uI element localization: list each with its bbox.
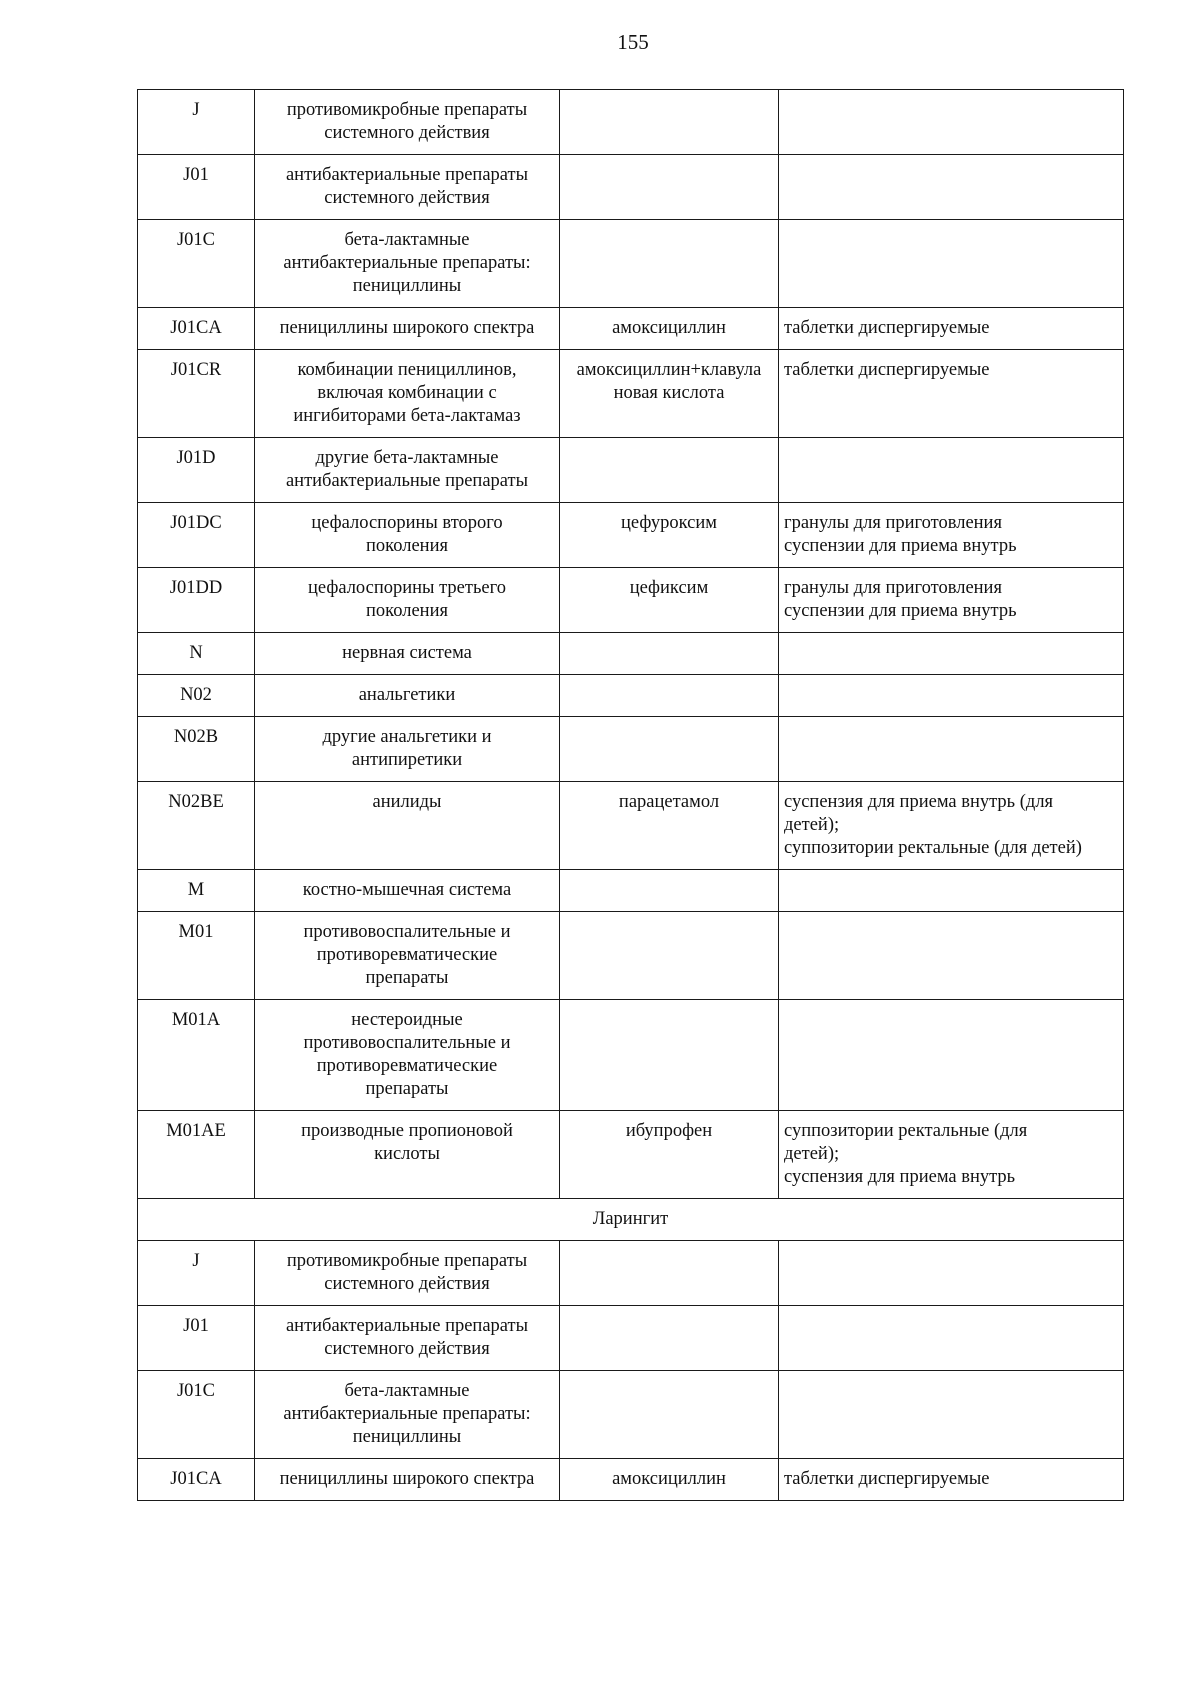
table-row xyxy=(138,1306,1124,1371)
pharmacological-group-cell xyxy=(255,350,560,438)
dosage-form-cell xyxy=(779,1111,1124,1199)
table-row xyxy=(138,503,1124,568)
drug-name-cell xyxy=(560,350,779,438)
drug-name-cell xyxy=(560,1306,779,1371)
table-row xyxy=(138,1241,1124,1306)
dosage-form-cell xyxy=(779,782,1124,870)
dosage-form-cell xyxy=(779,155,1124,220)
dosage-form-line: таблетки диспергируемые xyxy=(784,318,990,338)
pharmacological-group-line: антибактериальные препараты xyxy=(285,471,529,491)
atc-code-cell: J01CA xyxy=(138,1459,255,1501)
pharmacological-group-cell xyxy=(255,870,560,912)
table-row xyxy=(138,717,1124,782)
pharmacological-group-line: антибактериальные препараты xyxy=(285,1316,529,1336)
pharmacological-group-cell xyxy=(255,90,560,155)
pharmacological-group-line: анилиды xyxy=(372,792,442,812)
atc-code-cell: M01AE xyxy=(138,1111,255,1199)
pharmacological-group-line: системного действия xyxy=(324,123,490,143)
atc-code-cell: J01CA xyxy=(138,308,255,350)
pharmacological-group-line: бета-лактамные xyxy=(344,1381,470,1401)
dosage-form-line: суспензия для приема внутрь xyxy=(784,1167,1016,1187)
drug-table xyxy=(137,89,1124,1501)
atc-code-cell: J01 xyxy=(138,155,255,220)
table-row xyxy=(138,220,1124,308)
pharmacological-group-line: препараты xyxy=(365,1079,449,1099)
pharmacological-group-cell xyxy=(255,912,560,1000)
dosage-form-cell xyxy=(779,438,1124,503)
pharmacological-group-line: нервная система xyxy=(342,643,472,663)
dosage-form-cell xyxy=(779,1000,1124,1111)
pharmacological-group-line: антибактериальные препараты: xyxy=(283,1404,531,1424)
drug-name-cell xyxy=(560,90,779,155)
page-number: 155 xyxy=(617,30,649,54)
pharmacological-group-line: противовоспалительные и xyxy=(303,1033,511,1053)
dosage-form-line: таблетки диспергируемые xyxy=(784,360,990,380)
table-row xyxy=(138,633,1124,675)
dosage-form-cell xyxy=(779,1371,1124,1459)
table-row xyxy=(138,568,1124,633)
drug-name-cell xyxy=(560,503,779,568)
pharmacological-group-cell xyxy=(255,675,560,717)
drug-name-cell xyxy=(560,870,779,912)
pharmacological-group-line: цефалоспорины второго xyxy=(311,513,503,533)
pharmacological-group-cell xyxy=(255,782,560,870)
pharmacological-group-line: поколения xyxy=(366,536,448,556)
pharmacological-group-line: цефалоспорины третьего xyxy=(308,578,506,598)
dosage-form-line: детей); xyxy=(784,815,840,835)
drug-name-cell xyxy=(560,675,779,717)
table-row xyxy=(138,155,1124,220)
table-row xyxy=(138,90,1124,155)
dosage-form-cell xyxy=(779,308,1124,350)
table-row xyxy=(138,1111,1124,1199)
pharmacological-group-cell xyxy=(255,503,560,568)
dosage-form-cell xyxy=(779,568,1124,633)
pharmacological-group-line: противоревматические xyxy=(316,945,498,965)
pharmacological-group-line: пенициллины широкого спектра xyxy=(279,1469,535,1489)
dosage-form-cell xyxy=(779,870,1124,912)
table-row xyxy=(138,308,1124,350)
table-row xyxy=(138,1000,1124,1111)
pharmacological-group-line: системного действия xyxy=(324,188,490,208)
dosage-form-cell xyxy=(779,1241,1124,1306)
drug-name-line: амоксициллин+клавула xyxy=(576,360,762,380)
pharmacological-group-line: поколения xyxy=(366,601,448,621)
pharmacological-group-cell xyxy=(255,1111,560,1199)
dosage-form-cell xyxy=(779,350,1124,438)
drug-name-cell xyxy=(560,717,779,782)
table-row xyxy=(138,912,1124,1000)
pharmacological-group-line: пенициллины xyxy=(352,1427,462,1447)
dosage-form-cell xyxy=(779,1459,1124,1501)
atc-code-cell: J01C xyxy=(138,1371,255,1459)
pharmacological-group-cell xyxy=(255,1000,560,1111)
drug-name-cell xyxy=(560,568,779,633)
pharmacological-group-line: противомикробные препараты xyxy=(286,1251,528,1271)
atc-code-cell: J01CR xyxy=(138,350,255,438)
atc-code-cell: J xyxy=(138,90,255,155)
pharmacological-group-cell xyxy=(255,717,560,782)
pharmacological-group-line: противоревматические xyxy=(316,1056,498,1076)
drug-name-cell xyxy=(560,1371,779,1459)
pharmacological-group-cell xyxy=(255,633,560,675)
dosage-form-cell xyxy=(779,1306,1124,1371)
table-row xyxy=(138,438,1124,503)
pharmacological-group-line: кислоты xyxy=(374,1144,440,1164)
dosage-form-line: суппозитории ректальные (для xyxy=(784,1121,1028,1141)
pharmacological-group-line: препараты xyxy=(365,968,449,988)
dosage-form-line: гранулы для приготовления xyxy=(784,513,1002,533)
dosage-form-line: суспензии для приема внутрь xyxy=(784,601,1017,621)
pharmacological-group-line: бета-лактамные xyxy=(344,230,470,250)
table-row xyxy=(138,870,1124,912)
dosage-form-cell xyxy=(779,675,1124,717)
pharmacological-group-cell xyxy=(255,308,560,350)
dosage-form-cell xyxy=(779,90,1124,155)
dosage-form-cell xyxy=(779,220,1124,308)
table-row xyxy=(138,675,1124,717)
table-row xyxy=(138,1371,1124,1459)
pharmacological-group-cell xyxy=(255,1306,560,1371)
pharmacological-group-line: пенициллины xyxy=(352,276,462,296)
atc-code-cell: J01DD xyxy=(138,568,255,633)
atc-code-cell: J01 xyxy=(138,1306,255,1371)
drug-name-cell xyxy=(560,782,779,870)
pharmacological-group-line: противомикробные препараты xyxy=(286,100,528,120)
pharmacological-group-line: пенициллины широкого спектра xyxy=(279,318,535,338)
section-row xyxy=(138,1199,1124,1241)
dosage-form-line: гранулы для приготовления xyxy=(784,578,1002,598)
atc-code-cell: M01A xyxy=(138,1000,255,1111)
drug-name-line: ибупрофен xyxy=(625,1121,713,1141)
drug-name-cell xyxy=(560,633,779,675)
pharmacological-group-cell xyxy=(255,438,560,503)
drug-name-cell xyxy=(560,438,779,503)
drug-name-cell xyxy=(560,1111,779,1199)
pharmacological-group-cell xyxy=(255,220,560,308)
pharmacological-group-line: комбинации пенициллинов, xyxy=(297,360,517,380)
drug-name-line: цефиксим xyxy=(629,578,709,598)
dosage-form-line: суспензии для приема внутрь xyxy=(784,536,1017,556)
drug-name-cell xyxy=(560,155,779,220)
pharmacological-group-line: другие бета-лактамные xyxy=(315,448,499,468)
pharmacological-group-line: анальгетики xyxy=(358,685,456,705)
pharmacological-group-line: системного действия xyxy=(324,1274,490,1294)
atc-code-cell: J01C xyxy=(138,220,255,308)
pharmacological-group-line: антибактериальные препараты xyxy=(285,165,529,185)
atc-code-cell: N02BE xyxy=(138,782,255,870)
drug-name-cell xyxy=(560,220,779,308)
section-title: Ларингит xyxy=(138,1199,1124,1241)
pharmacological-group-line: включая комбинации с xyxy=(317,383,497,403)
table-row xyxy=(138,350,1124,438)
pharmacological-group-line: костно-мышечная система xyxy=(302,880,512,900)
atc-code-cell: M xyxy=(138,870,255,912)
drug-name-line: новая кислота xyxy=(613,383,725,403)
drug-name-cell xyxy=(560,1241,779,1306)
pharmacological-group-cell xyxy=(255,155,560,220)
drug-name-line: амоксициллин xyxy=(612,318,726,338)
atc-code-cell: N xyxy=(138,633,255,675)
pharmacological-group-cell xyxy=(255,568,560,633)
pharmacological-group-line: ингибиторами бета-лактамаз xyxy=(293,406,521,426)
drug-name-line: парацетамол xyxy=(618,792,720,812)
dosage-form-line: суспензия для приема внутрь (для xyxy=(784,792,1054,812)
dosage-form-line: таблетки диспергируемые xyxy=(784,1469,990,1489)
pharmacological-group-cell xyxy=(255,1371,560,1459)
atc-code-cell: M01 xyxy=(138,912,255,1000)
drug-name-line: амоксициллин xyxy=(612,1469,726,1489)
pharmacological-group-line: антибактериальные препараты: xyxy=(283,253,531,273)
drug-name-cell xyxy=(560,1000,779,1111)
dosage-form-cell xyxy=(779,633,1124,675)
pharmacological-group-line: антипиретики xyxy=(351,750,463,770)
pharmacological-group-cell xyxy=(255,1241,560,1306)
atc-code-cell: J01D xyxy=(138,438,255,503)
pharmacological-group-line: системного действия xyxy=(324,1339,490,1359)
pharmacological-group-cell xyxy=(255,1459,560,1501)
pharmacological-group-line: производные пропионовой xyxy=(301,1121,513,1141)
atc-code-cell: N02B xyxy=(138,717,255,782)
atc-code-cell: J xyxy=(138,1241,255,1306)
dosage-form-cell xyxy=(779,717,1124,782)
drug-name-line: цефуроксим xyxy=(621,513,717,533)
drug-name-cell xyxy=(560,912,779,1000)
pharmacological-group-line: нестероидные xyxy=(351,1010,463,1030)
table-row xyxy=(138,1459,1124,1501)
dosage-form-line: суппозитории ректальные (для детей) xyxy=(784,838,1082,858)
pharmacological-group-line: противовоспалительные и xyxy=(303,922,511,942)
dosage-form-cell xyxy=(779,912,1124,1000)
dosage-form-line: детей); xyxy=(784,1144,840,1164)
table-row xyxy=(138,782,1124,870)
drug-name-cell xyxy=(560,308,779,350)
drug-name-cell xyxy=(560,1459,779,1501)
pharmacological-group-line: другие анальгетики и xyxy=(322,727,492,747)
atc-code-cell: J01DC xyxy=(138,503,255,568)
dosage-form-cell xyxy=(779,503,1124,568)
atc-code-cell: N02 xyxy=(138,675,255,717)
table-body xyxy=(138,90,1124,1501)
